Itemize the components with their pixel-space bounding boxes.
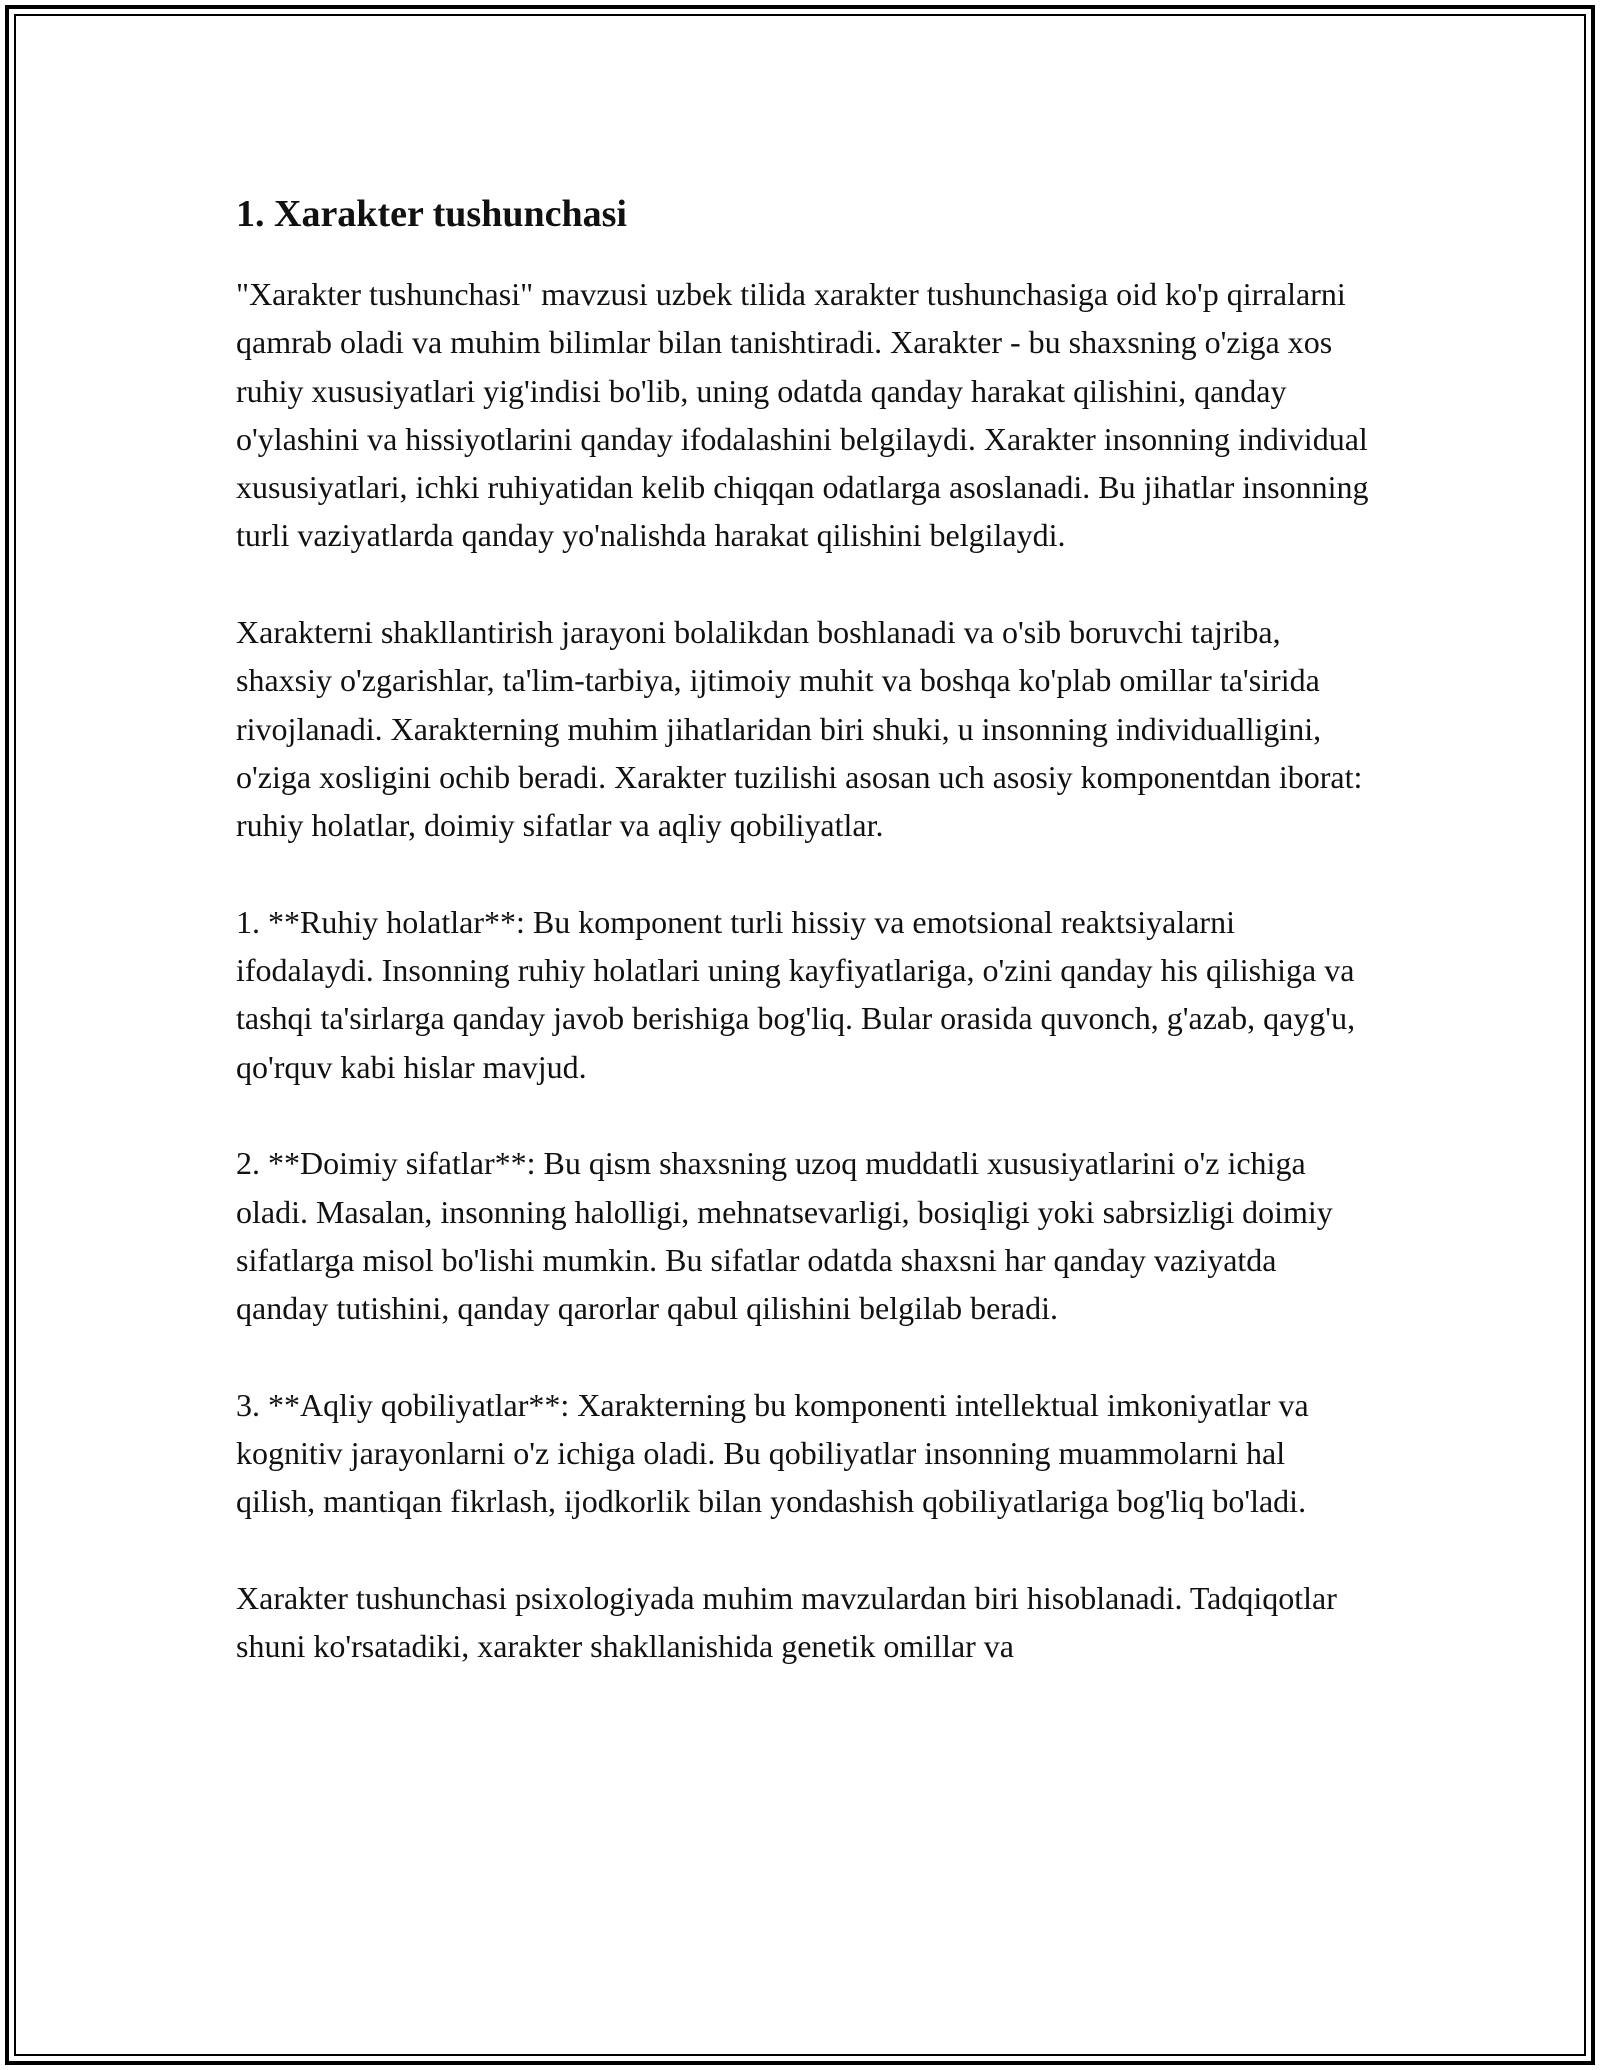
document-body	[236, 186, 1372, 1719]
paragraph-psychology: Xarakter tushunchasi psixologiyada muhim mavzulardan biri hisoblanadi. Tadqiqotlar shuni ko'rsatadiki, xarakter shakllanishida genetik omillar va	[236, 1580, 1337, 1665]
paragraph-intro: "Xarakter tushunchasi" mavzusi uzbek tilida xarakter tushunchasiga oid ko'p qirralarni qamrab oladi va muhim bilimlar bilan tanishtiradi. Xarakter - bu shaxsning o'ziga xos ruhiy xususiyatlari yig'indisi bo'lib, uning odatda qanday harakat qilishini, qanday o'ylashini va hissiyotlarini qanday ifodalashini belgilaydi. Xarakter insonning individual xususiyatlari, ichki ruhiyatidan kelib chiqqan odatlarga asoslanadi. Bu jihatlar insonning turli vaziyatlarda qanday yo'nalishda harakat qilishini belgilaydi.	[236, 276, 1369, 554]
paragraph-permanent-traits: 2. **Doimiy sifatlar**: Bu qism shaxsning uzoq muddatli xususiyatlarini o'z ichiga oladi. Masalan, insonning halolligi, mehnatsevarligi, bosiqligi yoki sabrsizligi doimiy sifatlarga misol bo'lishi mumkin. Bu sifatlar odatda shaxsni har qanday vaziyatda qanday tutishini, qanday qarorlar qabul qilishini belgilab beradi.	[236, 1145, 1333, 1327]
paragraph-emotional-states: 1. **Ruhiy holatlar**: Bu komponent turli hissiy va emotsional reaktsiyalarni ifodalaydi. Insonning ruhiy holatlari uning kayfiyatlariga, o'zini qanday his qilishiga va tashqi ta'sirlarga qanday javob berishiga bog'liq. Bular orasida quvonch, g'azab, qayg'u, qo'rquv kabi hislar mavjud.	[236, 903, 1356, 1085]
page-title: 1. Xarakter tushunchasi	[236, 193, 627, 235]
paragraph-mental-abilities: 3. **Aqliy qobiliyatlar**: Xarakterning bu komponenti intellektual imkoniyatlar va kognitiv jarayonlarni o'z ichiga oladi. Bu qobiliyatlar insonning muammolarni hal qilish, mantiqan fikrlash, ijodkorlik bilan yondashish qobiliyatlariga bog'liq bo'ladi.	[236, 1386, 1309, 1520]
paragraph-formation: Xarakterni shakllantirish jarayoni bolalikdan boshlanadi va o'sib boruvchi tajriba, shaxsiy o'zgarishlar, ta'lim-tarbiya, ijtimoiy muhit va boshqa ko'plab omillar ta'sirida rivojlanadi. Xarakterning muhim jihatlaridan biri shuki, u insonning individualligini, o'ziga xosligini ochib beradi. Xarakter tuzilishi asosan uch asosiy komponentdan iborat: ruhiy holatlar, doimiy sifatlar va aqliy qobiliyatlar.	[236, 614, 1363, 844]
